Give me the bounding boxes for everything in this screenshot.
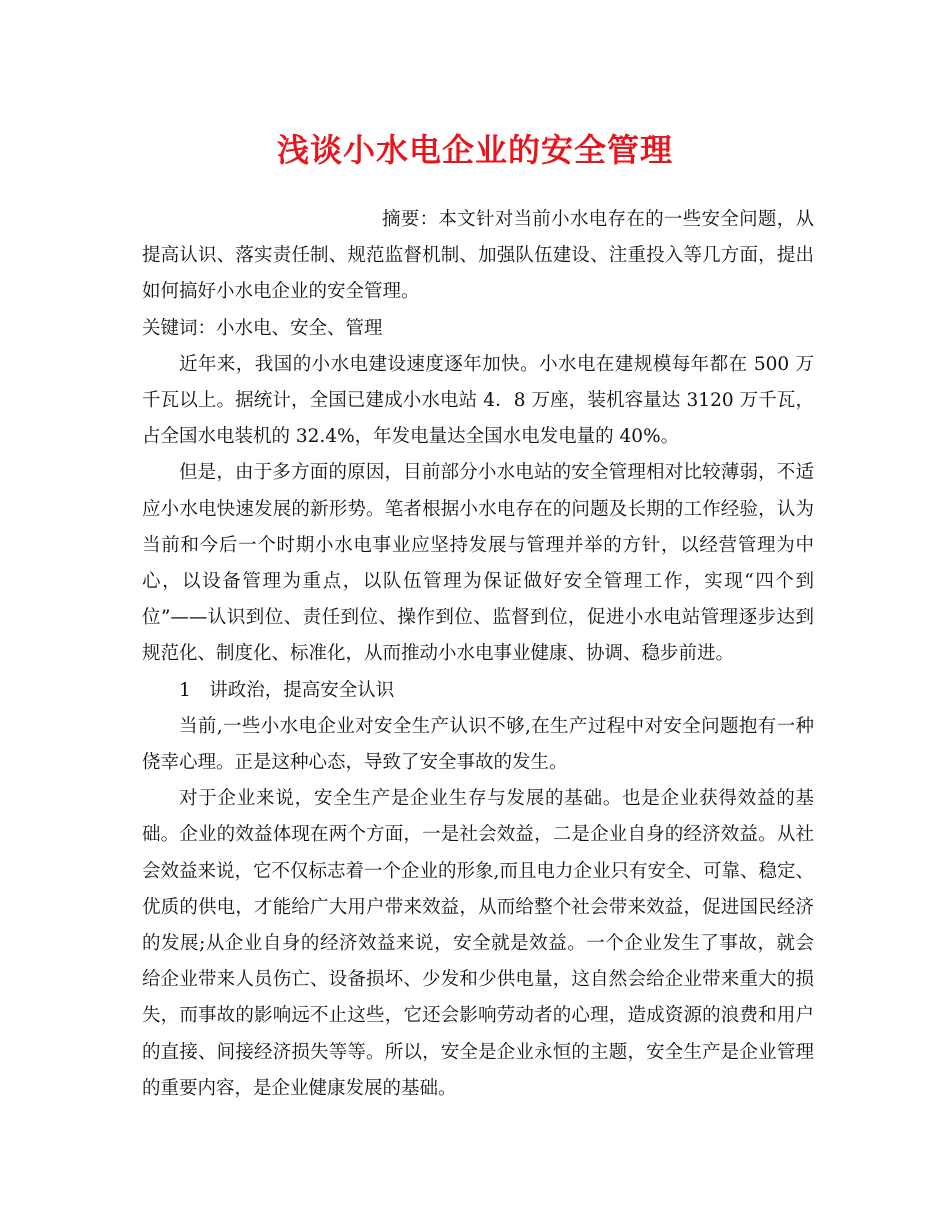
body-paragraph: 当前,一些小水电企业对安全生产认识不够,在生产过程中对安全问题抱有一种侥幸心理。正是这种心态，导致了安全事故的发生。 — [142, 715, 814, 774]
body-paragraph: 对于企业来说，安全生产是企业生存与发展的基础。也是企业获得效益的基础。企业的效益体现在两个方面，一是社会效益，二是企业自身的经济效益。从社会效益来说，它不仅标志着一个企业的形象,而且电力企业只有安全、可靠、稳定、优质的供电，才能给广大用户带来效益，从而给整个社会带来效益，促进国民经济的发展;从企业自身的经济效益来说，安全就是效益。一个企业发生了事故，就会给企业带来人员伤亡、设备损坏、少发和少供电量，这自然会给企业带来重大的损失，而事故的影响远不止这些，它还会影响劳动者的心理，造成资源的浪费和用户的直接、间接经济损失等等。所以，安全是企业永恒的主题，安全生产是企业管理的重要内容，是企业健康发展的基础。 — [142, 788, 814, 1099]
document-title: 浅谈小水电企业的安全管理 — [276, 131, 673, 169]
document-body — [142, 202, 814, 1107]
body-paragraph: 但是，由于多方面的原因，目前部分小水电站的安全管理相对比较薄弱，不适应小水电快速发展的新形势。笔者根据小水电存在的问题及长期的工作经验，认为当前和今后一个时期小水电事业应坚持发展与管理并举的方针，以经营管理为中心，以设备管理为重点，以队伍管理为保证做好安全管理工作，实现“四个到位”——认识到位、责任到位、操作到位、监督到位，促进小水电站管理逐步达到规范化、制度化、标准化，从而推动小水电事业健康、协调、稳步前进。 — [142, 462, 814, 665]
body-paragraph: 近年来，我国的小水电建设速度逐年加快。小水电在建规模每年都在 500 万千瓦以上。据统计，全国已建成小水电站 4．8 万座，装机容量达 3120 万千瓦，占全国水电装机的 32.4%，年发电量达全国水电发电量的 40%。 — [142, 353, 814, 448]
section-heading: 1 讲政治，提高安全认识 — [179, 679, 395, 701]
keywords-line: 关键词：小水电、安全、管理 — [142, 317, 383, 339]
abstract-paragraph: 摘要：本文针对当前小水电存在的一些安全问题，从提高认识、落实责任制、规范监督机制、加强队伍建设、注重投入等几方面，提出如何搞好小水电企业的安全管理。 — [142, 209, 814, 303]
